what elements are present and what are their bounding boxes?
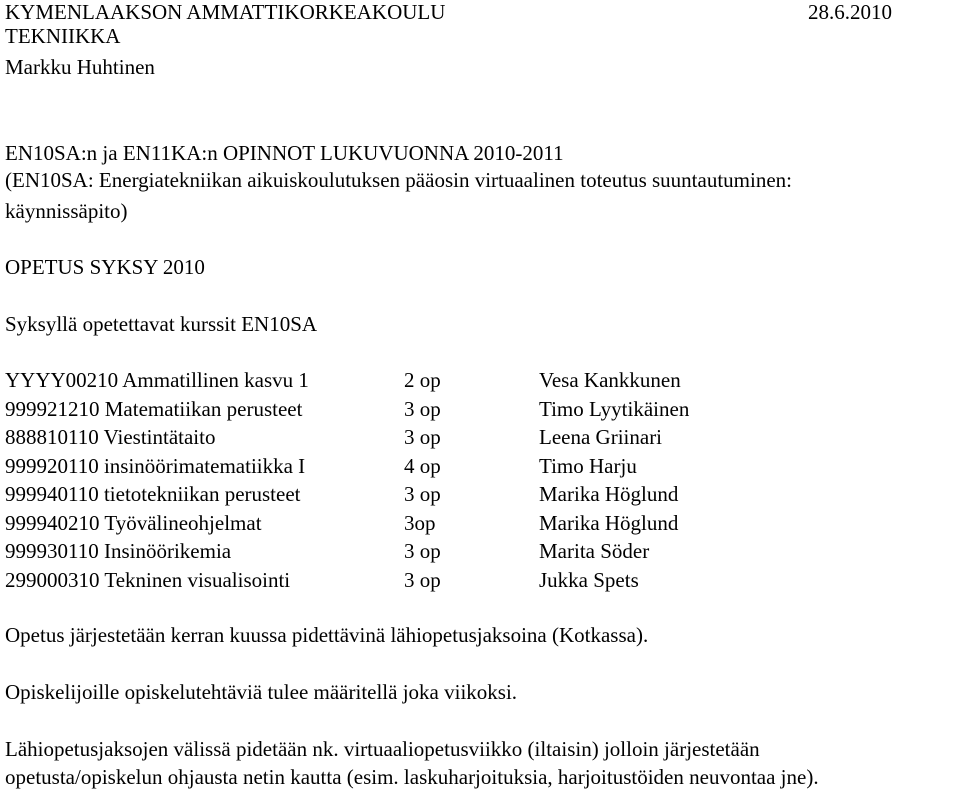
- document-title: EN10SA:n ja EN11KA:n OPINNOT LUKUVUONNA 2010-2011: [5, 141, 564, 165]
- document-subtitle-line1: (EN10SA: Energiatekniikan aikuiskoulutuksen pääosin virtuaalinen toteutus suuntautuminen:: [5, 168, 792, 192]
- course-credits: 3 op: [404, 539, 441, 563]
- document-subtitle-line2: käynnissäpito): [5, 199, 128, 223]
- author-name: Markku Huhtinen: [5, 55, 155, 79]
- course-name: 999930110 Insinöörikemia: [5, 539, 232, 563]
- institution-name: KYMENLAAKSON AMMATTIKORKEAKOULU: [5, 0, 446, 24]
- course-credits: 3 op: [404, 568, 441, 592]
- course-name: 999940110 tietotekniikan perusteet: [5, 482, 301, 506]
- course-name: 888810110 Viestintätaito: [5, 425, 216, 449]
- course-credits: 3 op: [404, 397, 441, 421]
- document-date: 28.6.2010: [808, 0, 892, 24]
- course-credits: 2 op: [404, 368, 441, 392]
- department-name: TEKNIIKKA: [5, 24, 121, 48]
- course-name: YYYY00210 Ammatillinen kasvu 1: [5, 368, 309, 392]
- document-page: [5, 0, 955, 790]
- course-credits: 4 op: [404, 454, 441, 478]
- note-paragraph-3-line2: opetusta/opiskelun ohjausta netin kautta (esim. laskuharjoituksia, harjoitustöiden neuvontaa jne).: [5, 765, 819, 789]
- section-subheading: Syksyllä opetettavat kurssit EN10SA: [5, 312, 318, 336]
- course-teacher: Timo Harju: [539, 454, 637, 478]
- course-credits: 3 op: [404, 482, 441, 506]
- course-name: 999920110 insinöörimatematiikka I: [5, 454, 306, 478]
- course-name: 299000310 Tekninen visualisointi: [5, 568, 291, 592]
- section-heading: OPETUS SYKSY 2010: [5, 255, 205, 279]
- course-credits: 3 op: [404, 425, 441, 449]
- course-credits: 3op: [404, 511, 436, 535]
- course-teacher: Marita Söder: [539, 539, 650, 563]
- course-teacher: Marika Höglund: [539, 482, 679, 506]
- course-teacher: Timo Lyytikäinen: [539, 397, 690, 421]
- course-teacher: Vesa Kankkunen: [539, 368, 681, 392]
- course-teacher: Leena Griinari: [539, 425, 663, 449]
- course-teacher: Marika Höglund: [539, 511, 679, 535]
- course-name: 999940210 Työvälineohjelmat: [5, 511, 262, 535]
- note-paragraph-1: Opetus järjestetään kerran kuussa pidettävinä lähiopetusjaksoina (Kotkassa).: [5, 623, 649, 647]
- course-name: 999921210 Matematiikan perusteet: [5, 397, 303, 421]
- course-teacher: Jukka Spets: [539, 568, 639, 592]
- note-paragraph-2: Opiskelijoille opiskelutehtäviä tulee määritellä joka viikoksi.: [5, 680, 518, 704]
- note-paragraph-3-line1: Lähiopetusjaksojen välissä pidetään nk. virtuaaliopetusviikko (iltaisin) jolloin järjestetään: [5, 737, 760, 761]
